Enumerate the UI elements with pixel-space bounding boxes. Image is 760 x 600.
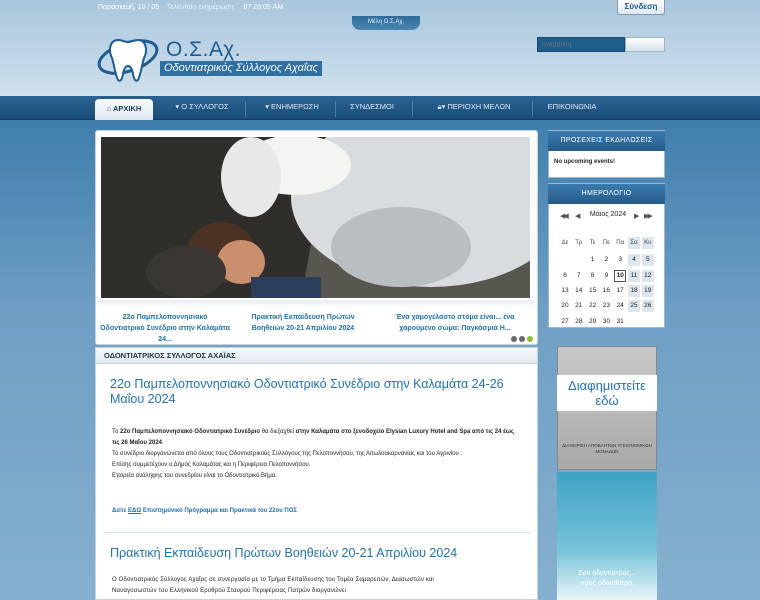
no-events-text: No upcoming events! bbox=[554, 159, 616, 165]
search-button[interactable] bbox=[625, 37, 665, 52]
article-2-body: Ο Οδοντιατρικός Σύλλογος Αχαΐας σε συνεργασία με το Τμήμα Εκπαίδευσης του Τομέα Σαμαρειτών, Διασωστών και Ναυαγοσωστών του Ελληνικού Ερυθρού Σταυρού Περιφέρειας Πατρών διοργανώνει bbox=[112, 577, 434, 594]
calendar-weekday: Κυ bbox=[642, 237, 654, 249]
slider-caption-3[interactable]: Ένα χαμογέλαστο στόμα είναι... ένα χαρούμενο σώμα: Παγκόσμια Η... bbox=[395, 314, 515, 332]
nav-divider bbox=[412, 101, 413, 117]
caret-down-icon: ▾ bbox=[265, 102, 272, 111]
nav-association[interactable]: ▾ Ο ΣΥΛΛΟΓΟΣ bbox=[175, 102, 229, 111]
current-date: Παρασκευή, 10 / 05 bbox=[98, 4, 160, 11]
calendar-day[interactable]: 22 bbox=[588, 302, 597, 310]
calendar-day[interactable]: 29 bbox=[588, 317, 597, 325]
nav-news[interactable]: ▾ ΕΝΗΜΕΡΩΣΗ bbox=[265, 102, 319, 111]
article-1-title[interactable]: 22ο Παμπελοποννησιακό Οδοντιατρικό Συνέδριο στην Καλαμάτα 24-26 Μαΐου 2024 bbox=[110, 377, 504, 406]
home-icon: ⌂ bbox=[106, 104, 113, 113]
login-button[interactable]: Σύνδεση bbox=[617, 0, 665, 15]
logo-title[interactable]: Ο.Σ.Αχ. bbox=[166, 38, 241, 61]
prev-year-icon[interactable]: ◀◀ bbox=[560, 213, 567, 220]
next-month-icon[interactable]: ▶ bbox=[634, 213, 640, 220]
caret-down-icon: ▾ bbox=[441, 102, 448, 111]
next-year-icon[interactable]: ▶▶ bbox=[644, 213, 651, 220]
slider-caption-strip bbox=[98, 300, 535, 308]
calendar-day[interactable]: 17 bbox=[616, 286, 624, 294]
prev-month-icon[interactable]: ◀ bbox=[575, 213, 581, 220]
caret-down-icon: ▾ bbox=[175, 102, 182, 111]
calendar-day[interactable]: 4 bbox=[628, 254, 640, 266]
calendar-day[interactable]: 6 bbox=[563, 271, 567, 279]
calendar-day[interactable]: 11 bbox=[628, 270, 640, 282]
lock-icon: 🔒︎ bbox=[437, 102, 442, 111]
calendar-day[interactable]: 27 bbox=[561, 317, 569, 325]
calendar-day[interactable]: 3 bbox=[618, 256, 622, 264]
calendar-day[interactable]: 13 bbox=[561, 286, 569, 294]
nav-divider bbox=[245, 101, 246, 117]
calendar-day[interactable]: 2 bbox=[604, 256, 609, 264]
slider-dot-3[interactable] bbox=[527, 336, 533, 342]
calendar-day[interactable]: 14 bbox=[575, 286, 583, 294]
logo-subtitle: Οδοντιατρικός Σύλλογος Αχαΐας bbox=[160, 61, 322, 76]
tooth-logo-icon[interactable] bbox=[96, 30, 160, 84]
calendar-day[interactable]: 16 bbox=[602, 286, 610, 294]
calendar-weekday: Δε bbox=[561, 240, 569, 246]
slider-caption-1[interactable]: 22ο Παμπελοποννησιακό Οδοντιατρικό Συνέδριο στην Καλαμάτα 24... bbox=[100, 314, 230, 343]
article-1-link[interactable]: Δείτε ΕΔΩ Επιστημονικό Πρόγραμμα και Πρακτικά του 22ου ΠΟΣ bbox=[112, 508, 298, 514]
slider-dot-2[interactable] bbox=[519, 336, 525, 342]
calendar-day[interactable]: 19 bbox=[642, 285, 654, 297]
calendar-weekday: Τρ bbox=[575, 240, 583, 246]
calendar-day[interactable]: 23 bbox=[602, 302, 610, 310]
last-updated-time: 07:28:05 AM bbox=[243, 4, 284, 11]
nav-divider bbox=[335, 101, 336, 117]
calendar-day[interactable]: 21 bbox=[575, 302, 583, 310]
calendar-day[interactable]: 18 bbox=[628, 285, 640, 297]
articles-header: ΟΔΟΝΤΙΑΤΡΙΚΟΣ ΣΥΛΛΟΓΟΣ ΑΧΑΪΑΣ bbox=[96, 348, 537, 364]
calendar-day[interactable]: 8 bbox=[590, 271, 595, 279]
nav-divider bbox=[532, 101, 533, 117]
dentist-banner-text: Σαν οδοντίατρος... προς οδοντίατρο. bbox=[578, 570, 636, 587]
slider-dot-1[interactable] bbox=[511, 336, 517, 342]
calendar-day[interactable]: 25 bbox=[628, 300, 640, 312]
last-updated-label: Τελευταία ενημέρωση: bbox=[166, 4, 236, 11]
calendar-day[interactable]: 31 bbox=[616, 317, 624, 325]
article-2-title[interactable]: Πρακτική Εκπαίδευση Πρώτων Βοηθειών 20-21 Απριλίου 2024 bbox=[110, 546, 458, 560]
nav-links[interactable]: ΣΥΝΔΕΣΜΟΙ bbox=[350, 102, 394, 111]
slider-image[interactable] bbox=[101, 137, 530, 298]
calendar-day[interactable]: 7 bbox=[576, 271, 581, 279]
calendar-day[interactable]: 20 bbox=[561, 302, 569, 310]
calendar-title: ΗΜΕΡΟΛΟΓΙΟ bbox=[548, 184, 665, 204]
calendar-day[interactable]: 26 bbox=[642, 300, 654, 312]
members-tab[interactable]: Μέλη Ο.Σ.Αχ. bbox=[352, 16, 420, 30]
calendar-weekday: Σα bbox=[628, 237, 640, 249]
calendar-day[interactable]: 5 bbox=[642, 254, 654, 266]
calendar-day[interactable]: 24 bbox=[616, 302, 624, 310]
calendar-weekday: Πε bbox=[602, 240, 610, 246]
nav-members-area[interactable]: 🔒︎▾ ΠΕΡΙΟΧΗ ΜΕΛΩΝ bbox=[437, 102, 511, 111]
article-divider bbox=[103, 532, 531, 533]
calendar-day[interactable]: 10 bbox=[614, 270, 626, 282]
advertise-text[interactable]: Διαφημιστείτε εδώ bbox=[557, 375, 657, 411]
events-title: ΠΡΟΣΕΧΕΙΣ ΕΚΔΗΛΩΣΕΙΣ bbox=[548, 131, 665, 151]
calendar-day[interactable]: 1 bbox=[590, 256, 595, 264]
advertise-subtext: ΔΙΑΧΕΙΡΙΣΗ ΑΠΟΒΛΗΤΩΝ ΥΓΕΙΟΝΟΜΙΚΩΝ ΜΟΝΑΔΩΝ bbox=[562, 443, 652, 454]
slider-caption-2[interactable]: Πρακτική Εκπαίδευση Πρώτων Βοηθειών 20-21 Απριλίου 2024 bbox=[251, 314, 355, 332]
calendar-day[interactable]: 28 bbox=[575, 317, 583, 325]
calendar-day[interactable]: 12 bbox=[642, 270, 654, 282]
calendar-weekday: Πα bbox=[616, 240, 625, 246]
calendar-day[interactable]: 9 bbox=[604, 271, 609, 279]
calendar-month: Μάιος 2024 bbox=[589, 211, 627, 218]
nav-home[interactable]: ⌂ ΑΡΧΙΚΗ bbox=[95, 99, 153, 120]
calendar-day[interactable]: 15 bbox=[588, 286, 597, 294]
article-1-body: Το 22ο Παμπελοποννησιακό Οδοντιατρικό Συνέδριο θα διεξαχθεί στην Καλαμάτα στο ξενοδοχείο Elysian Luxury Hotel and Spa από τις 24 έως τις 26 Μαΐου 2024. Το συνέδριο διοργανώνεται από όλους τους Οδοντιατρικούς Συλλόγους της Πελοποννήσου, της Αιτωλοακαρνανίας και του Αγρινίου . Επίσης συμμετέχουν ο Δήμος Καλαμάτας και η Περιφέρεια Πελοποννήσου. Εταιρεία ανάληψης του συνεδρίου είναι το Οδοντιατρικό Βήμα. bbox=[112, 429, 515, 479]
calendar-weekday: Τε bbox=[589, 240, 596, 246]
nav-contact[interactable]: ΕΠΙΚΟΙΝΩΝΙΑ bbox=[547, 102, 597, 111]
here-link[interactable]: ΕΔΩ bbox=[128, 508, 142, 514]
top-info-bar bbox=[98, 4, 289, 11]
calendar-day[interactable]: 30 bbox=[602, 317, 610, 325]
search-input[interactable] bbox=[537, 37, 625, 52]
dentist-photo bbox=[101, 137, 530, 298]
